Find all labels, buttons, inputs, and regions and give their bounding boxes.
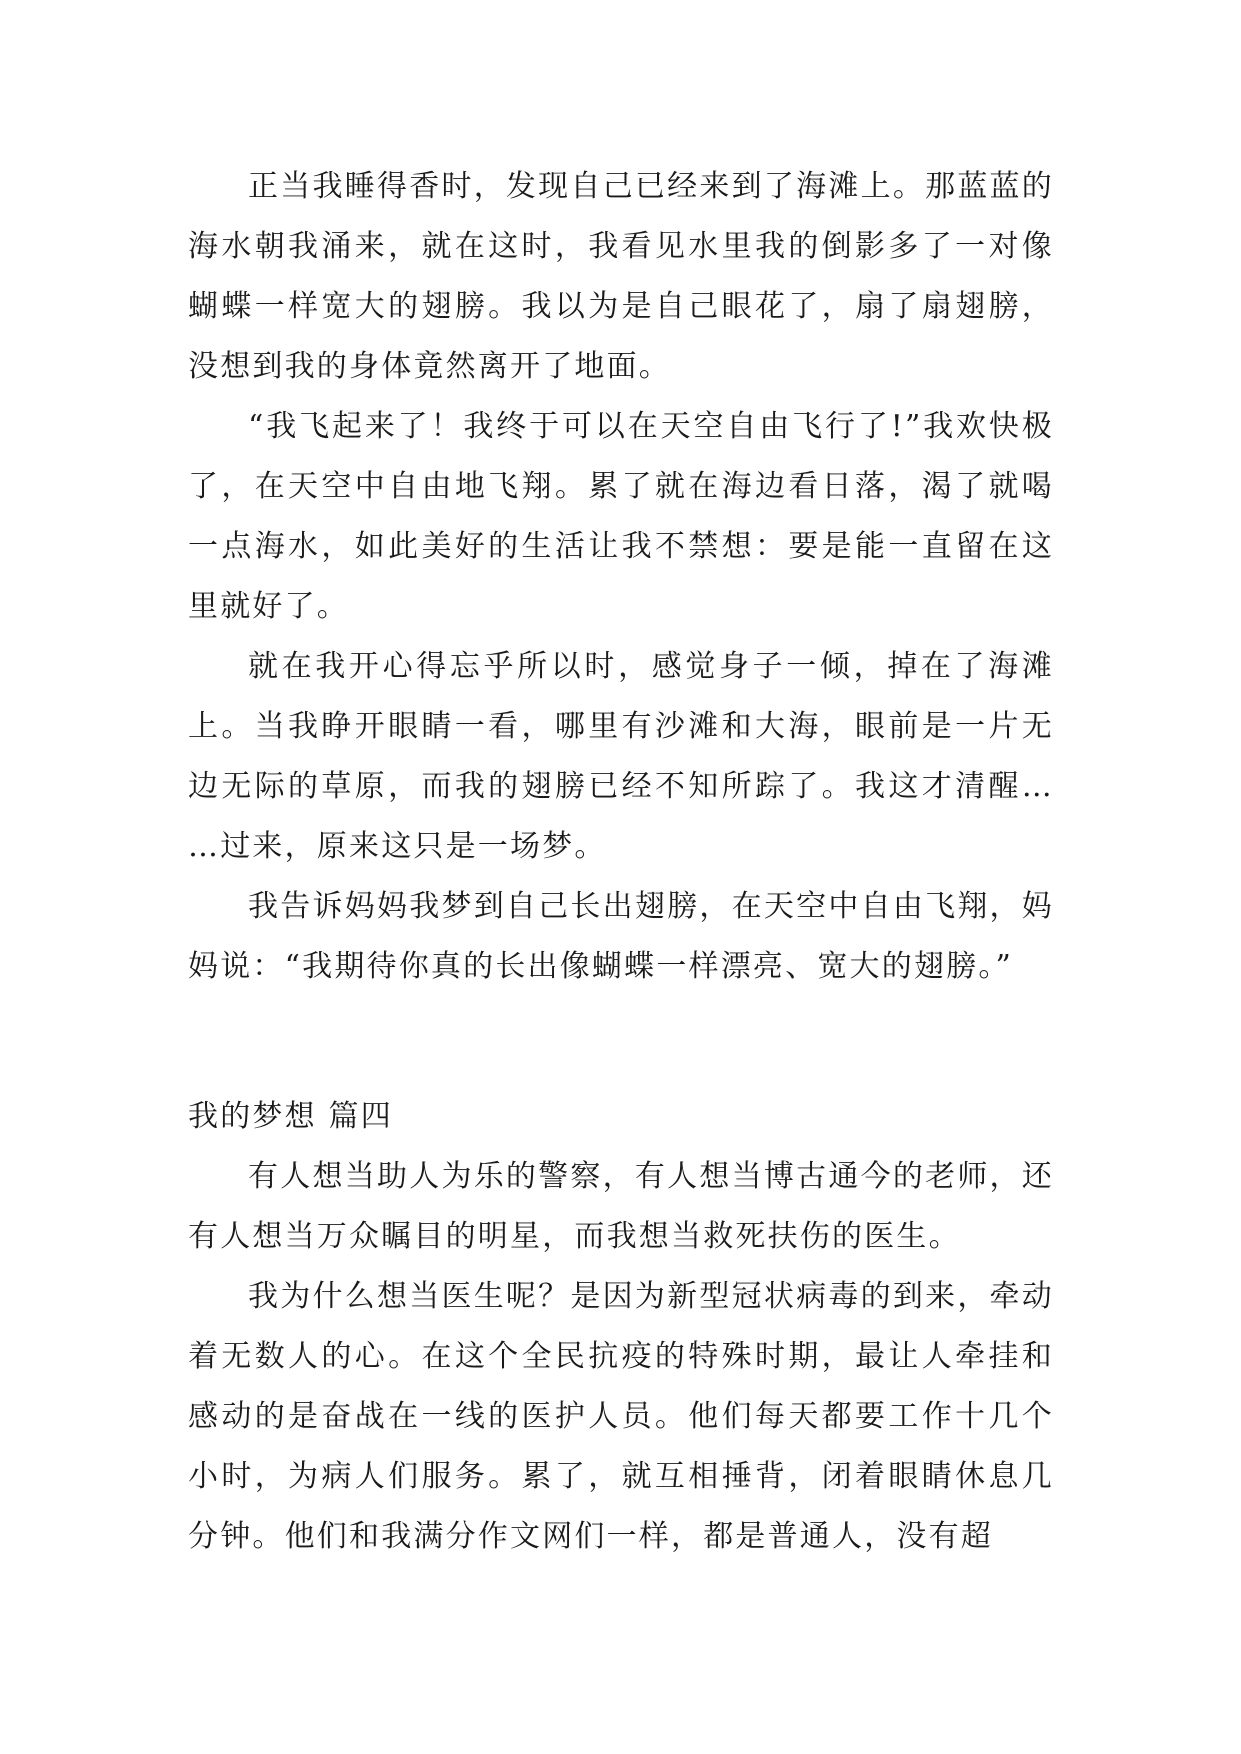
paragraph: “我飞起来了！我终于可以在天空自由飞行了!”我欢快极了，在天空中自由地飞翔。累了就在海边看日落，渴了就喝一点海水，如此美好的生活让我不禁想：要是能一直留在这里就好了。 <box>188 409 1054 624</box>
section-heading: 我的梦想 篇四 <box>188 1099 393 1134</box>
paragraph: 我告诉妈妈我梦到自己长出翅膀，在天空中自由飞翔，妈妈说：“我期待你真的长出像蝴蝶一样漂亮、宽大的翅膀。” <box>188 889 1054 984</box>
paragraph: 有人想当助人为乐的警察，有人想当博古通今的老师，还有人想当万众瞩目的明星，而我想当救死扶伤的医生。 <box>188 1159 1054 1254</box>
paragraph: 正当我睡得香时，发现自己已经来到了海滩上。那蓝蓝的海水朝我涌来，就在这时，我看见水里我的倒影多了一对像蝴蝶一样宽大的翅膀。我以为是自己眼花了，扇了扇翅膀，没想到我的身体竟然离开了地面。 <box>188 169 1054 384</box>
paragraph: 就在我开心得忘乎所以时，感觉身子一倾，掉在了海滩上。当我睁开眼睛一看，哪里有沙滩和大海，眼前是一片无边无际的草原，而我的翅膀已经不知所踪了。我这才清醒… …过来，原来这只是一场梦。 <box>188 649 1054 864</box>
paragraph: 我为什么想当医生呢？是因为新型冠状病毒的到来，牵动着无数人的心。在这个全民抗疫的特殊时期，最让人牵挂和感动的是奋战在一线的医护人员。他们每天都要工作十几个小时，为病人们服务。累了，就互相捶背，闭着眼睛休息几分钟。他们和我满分作文网们一样，都是普通人，没有超 <box>188 1279 1054 1554</box>
dream-story-section <box>188 157 1054 997</box>
essay-section-four <box>188 1087 1054 1567</box>
